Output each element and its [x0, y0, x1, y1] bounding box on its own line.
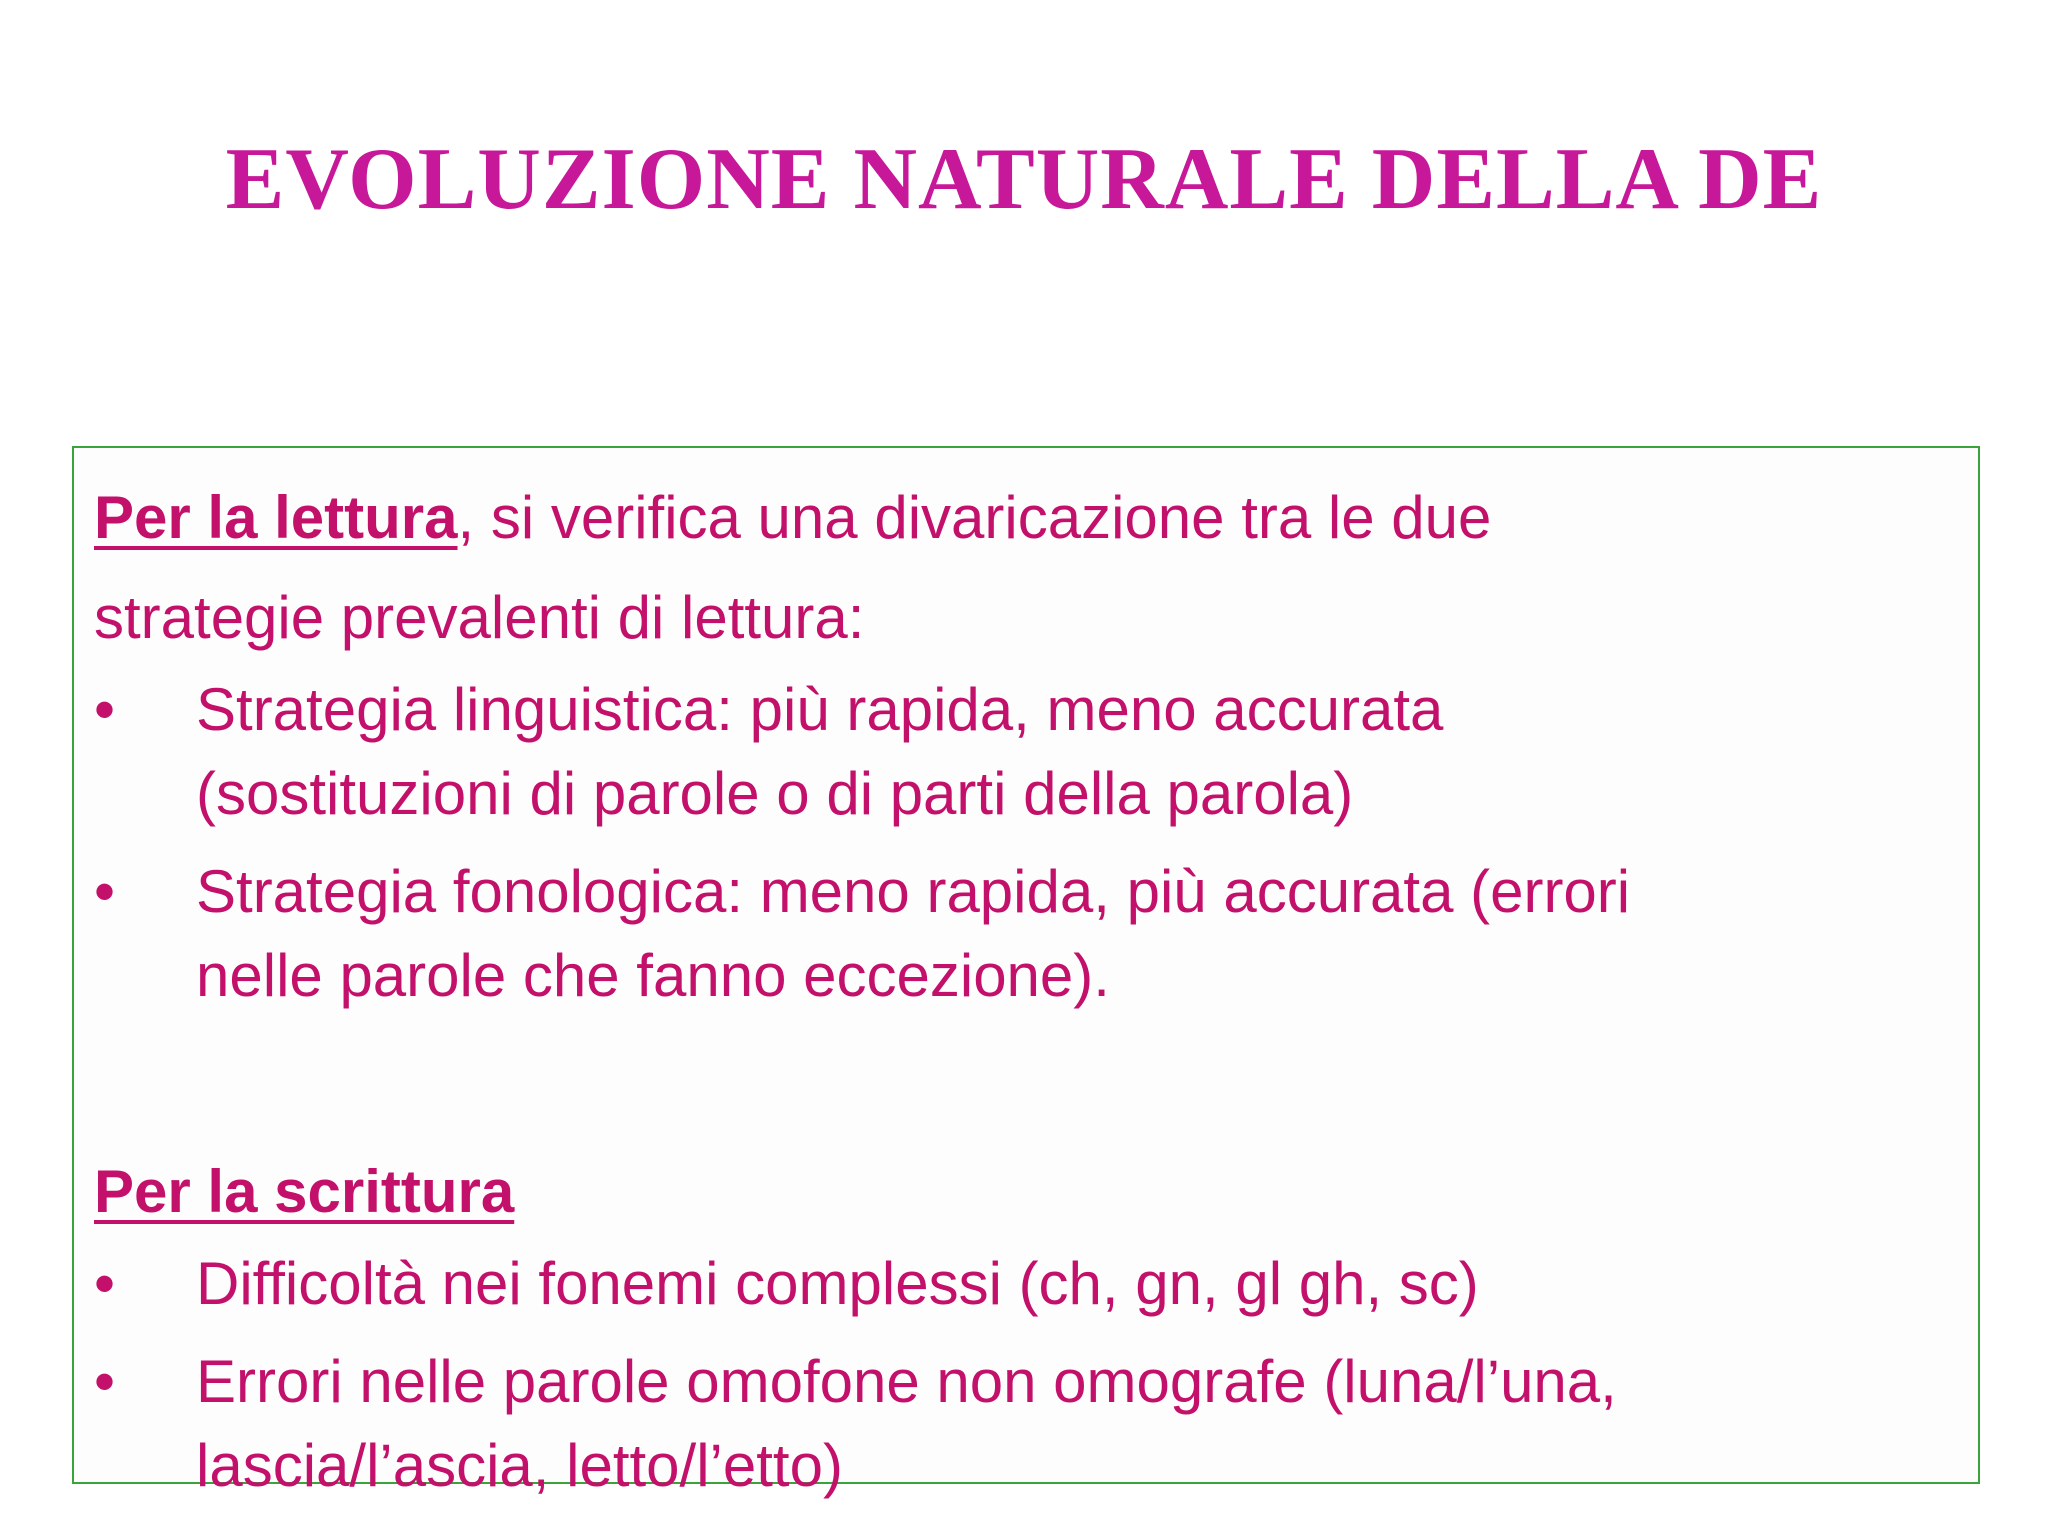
bullet-icon: • [94, 676, 116, 743]
content-box [72, 446, 1980, 1499]
reading-intro-line1: , si verifica una divaricazione tra le due [457, 484, 1492, 551]
bullet-text-line1: Errori nelle parole omofone non omografe (luna/l’una, [196, 1348, 1617, 1415]
bullet-icon: • [94, 1348, 116, 1415]
bullet-text-line1: Strategia fonologica: meno rapida, più accurata (errori [196, 858, 1631, 925]
reading-heading: Per la lettura [94, 484, 458, 551]
reading-bullet-list [94, 668, 1958, 1018]
list-item [94, 668, 1958, 836]
writing-heading-row [94, 1142, 1958, 1242]
slide-title: EVOLUZIONE NATURALE DELLA DE [225, 131, 1823, 228]
content-text [94, 468, 1958, 1522]
bullet-text-line2: (sostituzioni di parole o di parti della parola) [196, 760, 1354, 827]
reading-intro [94, 468, 1958, 568]
bullet-icon: • [94, 1250, 116, 1317]
writing-heading: Per la scrittura [94, 1158, 515, 1225]
list-item [94, 1242, 1958, 1326]
reading-intro-line2: strategie prevalenti di lettura: [94, 584, 865, 651]
bullet-text-line1: Difficoltà nei fonemi complessi (ch, gn, gl gh, sc) [196, 1250, 1479, 1317]
section-spacer [94, 1032, 1958, 1142]
list-item [94, 1340, 1958, 1508]
list-item [94, 850, 1958, 1018]
bullet-text-line2: lascia/l’ascia, letto/l’etto) [196, 1432, 843, 1499]
bullet-icon: • [94, 858, 116, 925]
writing-bullet-list [94, 1242, 1958, 1508]
bullet-text-line2: nelle parole che fanno eccezione). [196, 942, 1110, 1009]
bullet-text-line1: Strategia linguistica: più rapida, meno accurata [196, 676, 1444, 743]
